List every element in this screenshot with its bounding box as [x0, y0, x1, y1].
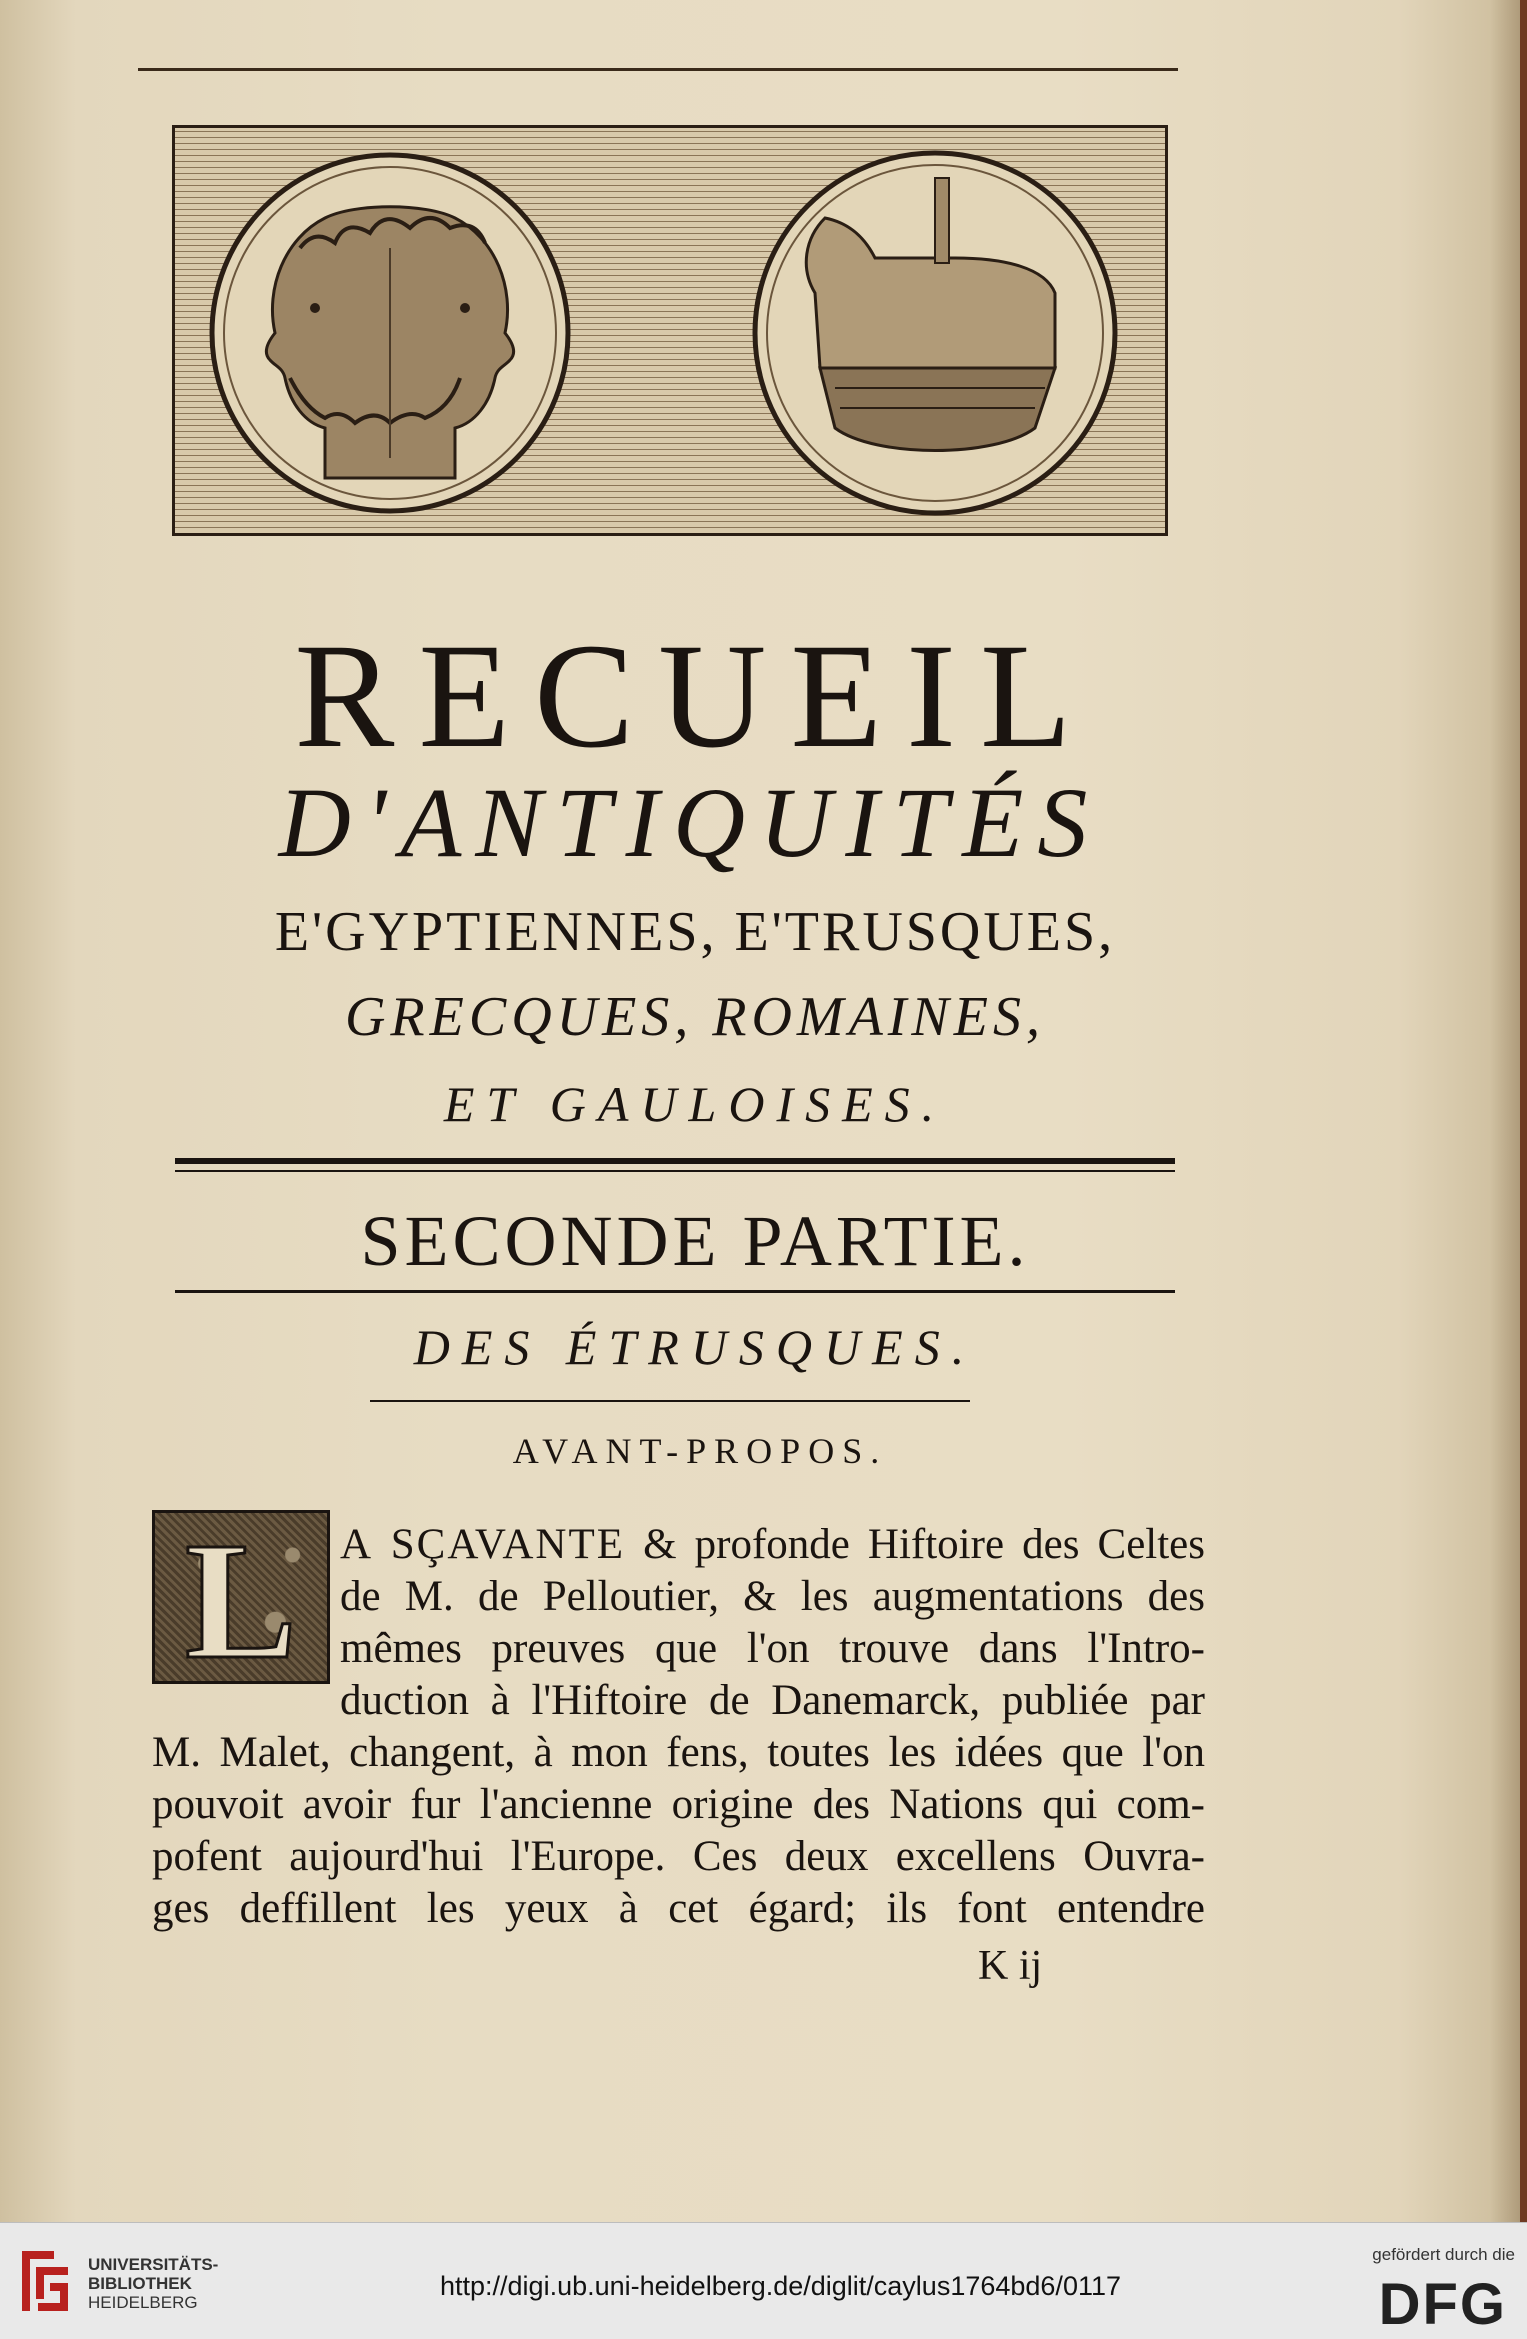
- library-line-3: HEIDELBERG: [88, 2293, 198, 2312]
- short-rule: [370, 1400, 970, 1402]
- drop-cap-letter: L: [184, 1508, 298, 1694]
- ornamental-drop-cap: [152, 1508, 330, 1694]
- top-rule: [138, 68, 1178, 71]
- body-line-5: M. Malet, changent, à mon fens, toutes les idées que l'on: [152, 1729, 1205, 1776]
- library-name: [88, 2255, 218, 2312]
- university-library-logo-icon[interactable]: [14, 2241, 76, 2321]
- permalink-url[interactable]: http://digi.ub.uni-heidelberg.de/diglit/caylus1764bd6/0117: [440, 2271, 1121, 2301]
- body-line-3: mêmes preuves que l'on trouve dans l'Intro-: [340, 1625, 1205, 1672]
- signature-mark: K ij: [978, 1943, 1043, 1989]
- ship-prow-coin-icon: [755, 153, 1115, 513]
- body-line-2: de M. de Pelloutier, & les augmentations des: [340, 1573, 1205, 1620]
- double-rule-thin: [175, 1170, 1175, 1172]
- body-line-6: pouvoit avoir fur l'ancienne origine des Nations qui com-: [152, 1781, 1205, 1828]
- library-line-2: BIBLIOTHEK: [88, 2274, 192, 2293]
- janus-head-coin-icon: [212, 155, 568, 511]
- body-line-1: [340, 1520, 1205, 1569]
- title-gauloises: ET GAULOISES.: [443, 1076, 947, 1132]
- body-line-8: ges deffillent les yeux à cet égard; ils font entendre: [152, 1885, 1205, 1932]
- library-line-1: UNIVERSITÄTS-: [88, 2255, 219, 2274]
- title-antiquites: D'ANTIQUITÉS: [278, 767, 1102, 878]
- body-line-1-rest: & profonde Hiftoire des Celtes: [643, 1521, 1205, 1568]
- sponsor-label: gefördert durch die: [1372, 2245, 1515, 2264]
- part-title: SECONDE PARTIE.: [360, 1201, 1030, 1281]
- coin-engraving: [172, 125, 1168, 536]
- body-smallcaps: A SÇAVANTE: [340, 1521, 626, 1568]
- body-line-4: duction à l'Hiftoire de Danemarck, publiée par: [340, 1677, 1205, 1724]
- title-recueil: RECUEIL: [294, 613, 1096, 779]
- title-egyptiennes: E'GYPTIENNES, E'TRUSQUES,: [274, 901, 1116, 963]
- viewer-footer: [0, 2222, 1527, 2339]
- avant-propos-heading: AVANT-PROPOS.: [512, 1431, 888, 1471]
- section-title: DES ÉTRUSQUES.: [413, 1319, 977, 1375]
- dfg-logo[interactable]: DFG: [1378, 2272, 1507, 2337]
- body-line-7: pofent aujourd'hui l'Europe. Ces deux excellens Ouvra-: [152, 1833, 1205, 1880]
- section-rule: [175, 1290, 1175, 1293]
- double-rule-thick: [175, 1158, 1175, 1164]
- title-grecques: GRECQUES, ROMAINES,: [344, 986, 1045, 1048]
